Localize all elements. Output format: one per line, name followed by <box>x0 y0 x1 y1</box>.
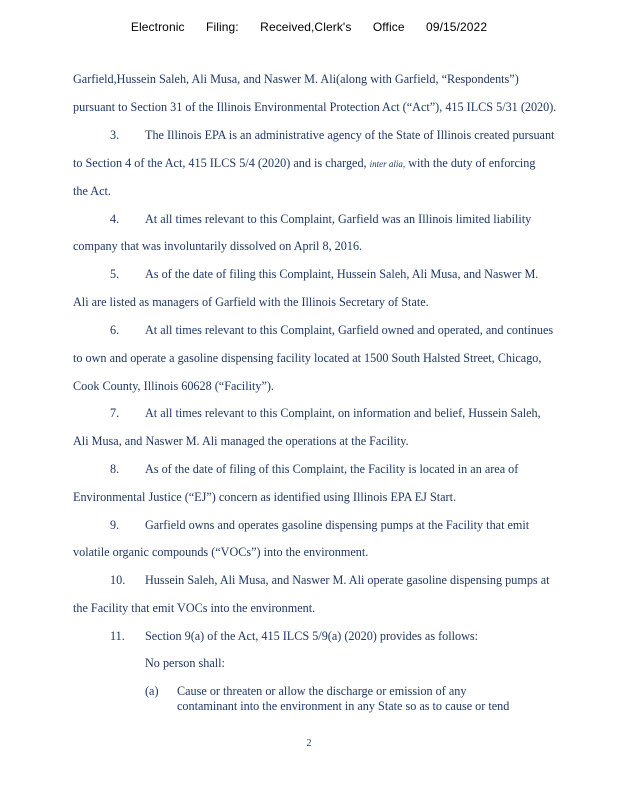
body-line: pursuant to Section 31 of the Illinois Environmental Protection Act (“Act”), 415 ILCS 5/31 (2020). <box>73 100 557 114</box>
body-line: Section 9(a) of the Act, 415 ILCS 5/9(a) (2020) provides as follows: <box>145 629 479 643</box>
body-line: Hussein Saleh, Ali Musa, and Naswer M. Ali operate gasoline dispensing pumps at <box>145 573 550 587</box>
paragraph-number: 11. <box>110 629 125 643</box>
quoted-line: Cause or threaten or allow the discharge or emission of any <box>177 684 467 698</box>
paragraph-number: 4. <box>110 212 120 226</box>
body-line: Garfield owns and operates gasoline dispensing pumps at the Facility that emit <box>145 518 530 532</box>
body-line: the Facility that emit VOCs into the environment. <box>73 601 316 615</box>
body-line: volatile organic compounds (“VOCs”) into the environment. <box>73 545 369 559</box>
quote-label: (a) <box>145 684 159 698</box>
body-line: Ali Musa, and Naswer M. Ali managed the operations at the Facility. <box>73 434 409 448</box>
page-number: 2 <box>306 738 312 749</box>
body-line: At all times relevant to this Complaint, on information and belief, Hussein Saleh, <box>145 406 541 420</box>
paragraph-number: 9. <box>110 518 120 532</box>
body-line: Environmental Justice (“EJ”) concern as identified using Illinois EPA EJ Start. <box>73 490 457 504</box>
body-line: No person shall: <box>145 656 225 670</box>
paragraph-number: 5. <box>110 267 120 281</box>
body-line: Ali are listed as managers of Garfield with the Illinois Secretary of State. <box>73 295 429 309</box>
stamp-part: Received,Clerk's <box>260 20 352 34</box>
paragraph-number: 7. <box>110 406 120 420</box>
body-line-text: to Section 4 of the Act, 415 ILCS 5/4 (2020) and is charged, <box>73 156 367 170</box>
paragraph-number: 10. <box>110 573 126 587</box>
body-line: company that was involuntarily dissolved on April 8, 2016. <box>73 239 363 253</box>
stamp-part: 09/15/2022 <box>426 20 488 34</box>
paragraph-number: 8. <box>110 462 120 476</box>
body-line: The Illinois EPA is an administrative agency of the State of Illinois created pursuant <box>145 128 555 142</box>
stamp-part: Electronic <box>130 20 185 34</box>
body-line: At all times relevant to this Complaint, Garfield owned and operated, and continues <box>145 323 554 337</box>
stamp-part: Office <box>372 20 405 34</box>
body-line: the Act. <box>73 184 111 198</box>
body-line: As of the date of filing this Complaint, Hussein Saleh, Ali Musa, and Naswer M. <box>145 267 539 281</box>
paragraph-number: 6. <box>110 323 120 337</box>
latin-phrase: inter alia, <box>369 159 406 169</box>
body-line: Cook County, Illinois 60628 (“Facility”). <box>73 379 274 393</box>
electronic-filing-stamp <box>0 20 618 34</box>
paragraph-number: 3. <box>110 128 120 142</box>
body-line: At all times relevant to this Complaint, Garfield was an Illinois limited liability <box>145 212 532 226</box>
body-line-text: with the duty of enforcing <box>408 156 536 170</box>
quoted-line: contaminant into the environment in any State so as to cause or tend <box>177 699 510 713</box>
stamp-part: Filing: <box>206 20 239 34</box>
body-line: As of the date of filing of this Complaint, the Facility is located in an area of <box>145 462 519 476</box>
body-line: Garfield,Hussein Saleh, Ali Musa, and Naswer M. Ali(along with Garfield, “Respondents”) <box>73 72 519 86</box>
body-line: to own and operate a gasoline dispensing facility located at 1500 South Halsted Street, Chicago, <box>73 351 542 365</box>
body-line <box>73 156 535 171</box>
